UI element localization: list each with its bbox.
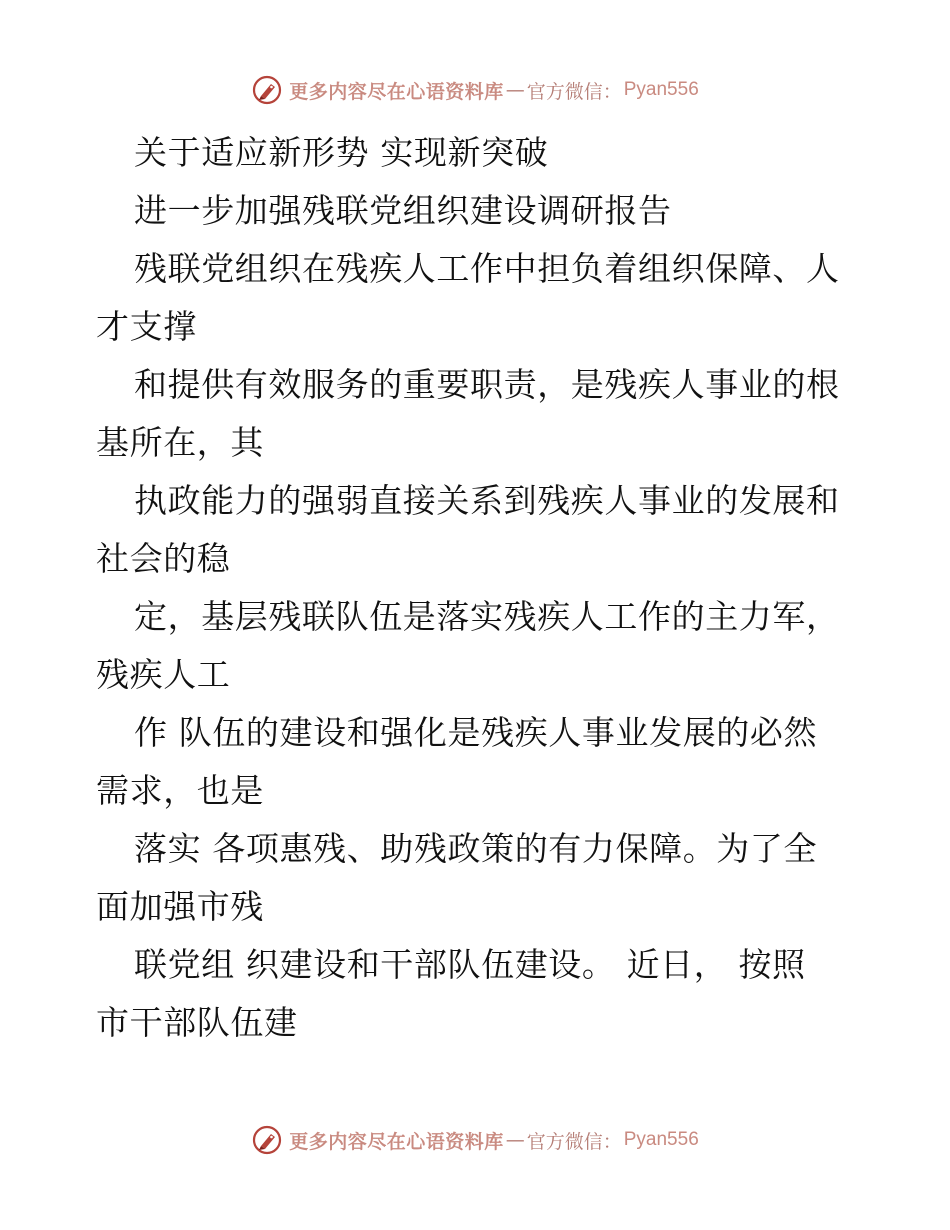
doc-paragraph-line: 定，基层残联队伍是落实残疾人工作的主力军， [134,597,840,636]
pen-nib-logo-icon [251,1124,283,1156]
watermark-wechat-id: Pyan556 [623,1129,699,1150]
pen-nib-logo-icon [251,74,283,106]
watermark-wechat-label: 官方微信： [526,80,622,103]
doc-paragraph-line: 社会的稳 [96,539,231,578]
watermark-site-text: 更多内容尽在心语资料库 [289,1130,504,1153]
doc-paragraph-line: 需求，也是 [96,771,264,810]
doc-title-line-1: 关于适应新形势 实现新突破 [134,133,549,172]
header-watermark-banner [0,70,950,110]
doc-paragraph-line: 残联党组织在残疾人工作中担负着组织保障、人 [134,249,840,288]
doc-paragraph-line: 联党组 织建设和干部队伍建设。 近日， 按照 [134,945,806,984]
doc-paragraph-line: 执政能力的强弱直接关系到残疾人事业的发展和 [134,481,840,520]
footer-watermark-banner [0,1120,950,1160]
watermark-separator: — [505,1129,525,1151]
watermark-site-text: 更多内容尽在心语资料库 [289,80,504,103]
doc-paragraph-line: 作 队伍的建设和强化是残疾人事业发展的必然 [134,713,818,752]
document-body [96,124,856,1052]
doc-paragraph-line: 和提供有效服务的重要职责，是残疾人事业的根 [134,365,840,404]
doc-paragraph-line: 残疾人工 [96,655,231,694]
watermark-separator: — [505,79,525,101]
watermark-wechat-label: 官方微信： [526,1130,622,1153]
doc-title-line-2: 进一步加强残联党组织建设调研报告 [134,191,672,230]
watermark-wechat-id: Pyan556 [623,79,699,100]
doc-paragraph-line: 落实 各项惠残、助残政策的有力保障。为了全 [134,829,818,868]
doc-paragraph-line: 基所在，其 [96,423,264,462]
doc-paragraph-line: 面加强市残 [96,887,264,926]
doc-paragraph-line: 市干部队伍建 [96,1003,298,1042]
doc-paragraph-line: 才支撑 [96,307,197,346]
